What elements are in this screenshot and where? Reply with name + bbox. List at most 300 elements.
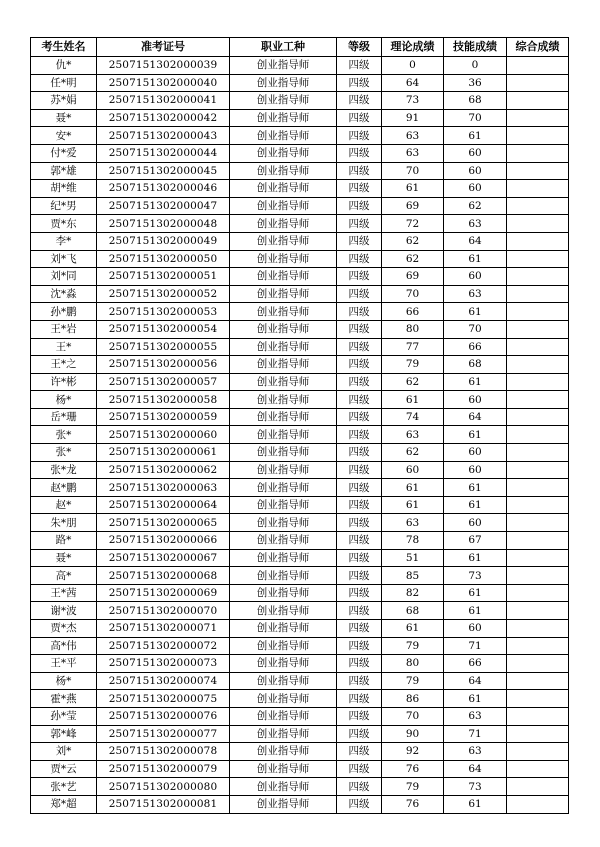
cell-level: 四级 [337,584,382,602]
cell-candidate-name: 胡*维 [31,180,97,198]
cell-occupation: 创业指导师 [230,461,337,479]
cell-level: 四级 [337,57,382,75]
cell-level: 四级 [337,620,382,638]
cell-occupation: 创业指导师 [230,444,337,462]
table-row [31,92,569,110]
cell-candidate-name: 沈*淼 [31,285,97,303]
table-row [31,532,569,550]
cell-overall-score [507,496,569,514]
table-row [31,215,569,233]
cell-level: 四级 [337,496,382,514]
cell-overall-score [507,602,569,620]
cell-skill-score: 61 [444,127,507,145]
table-row [31,514,569,532]
cell-theory-score: 76 [382,760,444,778]
cell-occupation: 创业指导师 [230,760,337,778]
cell-theory-score: 66 [382,303,444,321]
cell-theory-score: 72 [382,215,444,233]
cell-theory-score: 60 [382,461,444,479]
cell-occupation: 创业指导师 [230,426,337,444]
cell-skill-score: 60 [444,461,507,479]
cell-admission-number: 2507151302000044 [97,144,230,162]
cell-skill-score: 61 [444,496,507,514]
cell-theory-score: 73 [382,92,444,110]
cell-overall-score [507,549,569,567]
cell-level: 四级 [337,408,382,426]
cell-candidate-name: 郭*峰 [31,725,97,743]
cell-level: 四级 [337,268,382,286]
cell-theory-score: 63 [382,514,444,532]
cell-overall-score [507,707,569,725]
cell-level: 四级 [337,127,382,145]
header-occupation: 职业工种 [230,38,337,57]
cell-occupation: 创业指导师 [230,127,337,145]
cell-theory-score: 70 [382,707,444,725]
cell-theory-score: 76 [382,795,444,813]
cell-theory-score: 64 [382,74,444,92]
cell-level: 四级 [337,707,382,725]
cell-theory-score: 69 [382,268,444,286]
cell-occupation: 创业指导师 [230,268,337,286]
cell-theory-score: 79 [382,356,444,374]
cell-level: 四级 [337,479,382,497]
cell-overall-score [507,57,569,75]
cell-admission-number: 2507151302000067 [97,549,230,567]
cell-theory-score: 85 [382,567,444,585]
cell-skill-score: 60 [444,162,507,180]
cell-overall-score [507,620,569,638]
cell-admission-number: 2507151302000078 [97,743,230,761]
cell-candidate-name: 张*龙 [31,461,97,479]
table-row [31,250,569,268]
table-row [31,743,569,761]
cell-skill-score: 0 [444,57,507,75]
cell-overall-score [507,74,569,92]
cell-skill-score: 60 [444,144,507,162]
cell-admission-number: 2507151302000059 [97,408,230,426]
cell-candidate-name: 李* [31,232,97,250]
cell-admission-number: 2507151302000061 [97,444,230,462]
table-row [31,197,569,215]
cell-candidate-name: 刘* [31,743,97,761]
cell-candidate-name: 纪*男 [31,197,97,215]
cell-skill-score: 60 [444,391,507,409]
cell-admission-number: 2507151302000048 [97,215,230,233]
table-row [31,444,569,462]
cell-skill-score: 64 [444,232,507,250]
cell-occupation: 创业指导师 [230,232,337,250]
cell-occupation: 创业指导师 [230,655,337,673]
cell-overall-score [507,760,569,778]
cell-candidate-name: 杨* [31,391,97,409]
cell-candidate-name: 张* [31,426,97,444]
cell-skill-score: 61 [444,549,507,567]
table-row [31,338,569,356]
cell-occupation: 创业指导师 [230,637,337,655]
cell-admission-number: 2507151302000063 [97,479,230,497]
cell-admission-number: 2507151302000071 [97,620,230,638]
cell-admission-number: 2507151302000064 [97,496,230,514]
cell-overall-score [507,373,569,391]
table-row [31,232,569,250]
cell-level: 四级 [337,144,382,162]
cell-admission-number: 2507151302000047 [97,197,230,215]
cell-admission-number: 2507151302000074 [97,672,230,690]
cell-occupation: 创业指导师 [230,285,337,303]
table-row [31,655,569,673]
cell-admission-number: 2507151302000070 [97,602,230,620]
cell-overall-score [507,92,569,110]
cell-skill-score: 61 [444,584,507,602]
cell-theory-score: 61 [382,391,444,409]
table-row [31,795,569,813]
cell-skill-score: 73 [444,567,507,585]
cell-theory-score: 78 [382,532,444,550]
cell-occupation: 创业指导师 [230,408,337,426]
cell-level: 四级 [337,109,382,127]
cell-occupation: 创业指导师 [230,303,337,321]
cell-overall-score [507,567,569,585]
table-row [31,549,569,567]
cell-level: 四级 [337,514,382,532]
cell-occupation: 创业指导师 [230,57,337,75]
cell-theory-score: 61 [382,180,444,198]
cell-level: 四级 [337,637,382,655]
cell-overall-score [507,655,569,673]
cell-level: 四级 [337,232,382,250]
cell-candidate-name: 付*爱 [31,144,97,162]
cell-skill-score: 60 [444,514,507,532]
cell-overall-score [507,584,569,602]
cell-theory-score: 70 [382,285,444,303]
cell-level: 四级 [337,391,382,409]
cell-level: 四级 [337,250,382,268]
table-row [31,285,569,303]
cell-admission-number: 2507151302000056 [97,356,230,374]
cell-admission-number: 2507151302000058 [97,391,230,409]
cell-admission-number: 2507151302000049 [97,232,230,250]
cell-level: 四级 [337,461,382,479]
table-row [31,127,569,145]
table-row [31,408,569,426]
cell-overall-score [507,637,569,655]
cell-candidate-name: 刘*同 [31,268,97,286]
cell-overall-score [507,162,569,180]
cell-skill-score: 60 [444,180,507,198]
cell-occupation: 创业指导师 [230,74,337,92]
cell-overall-score [507,180,569,198]
cell-level: 四级 [337,655,382,673]
cell-level: 四级 [337,74,382,92]
table-row [31,479,569,497]
cell-level: 四级 [337,426,382,444]
cell-candidate-name: 孙*鹏 [31,303,97,321]
cell-admission-number: 2507151302000042 [97,109,230,127]
cell-theory-score: 91 [382,109,444,127]
cell-skill-score: 66 [444,338,507,356]
cell-occupation: 创业指导师 [230,567,337,585]
cell-theory-score: 61 [382,620,444,638]
cell-skill-score: 64 [444,408,507,426]
cell-admission-number: 2507151302000050 [97,250,230,268]
cell-occupation: 创业指导师 [230,320,337,338]
cell-occupation: 创业指导师 [230,778,337,796]
cell-skill-score: 61 [444,479,507,497]
header-level: 等级 [337,38,382,57]
cell-theory-score: 61 [382,496,444,514]
cell-overall-score [507,778,569,796]
table-row [31,162,569,180]
cell-skill-score: 36 [444,74,507,92]
cell-occupation: 创业指导师 [230,215,337,233]
cell-admission-number: 2507151302000057 [97,373,230,391]
cell-theory-score: 74 [382,408,444,426]
cell-admission-number: 2507151302000081 [97,795,230,813]
cell-level: 四级 [337,795,382,813]
cell-admission-number: 2507151302000060 [97,426,230,444]
cell-candidate-name: 聂* [31,549,97,567]
cell-theory-score: 79 [382,778,444,796]
cell-level: 四级 [337,444,382,462]
table-row [31,496,569,514]
table-row [31,268,569,286]
cell-candidate-name: 仇* [31,57,97,75]
cell-skill-score: 62 [444,197,507,215]
table-row [31,303,569,321]
cell-theory-score: 62 [382,250,444,268]
cell-admission-number: 2507151302000045 [97,162,230,180]
cell-overall-score [507,232,569,250]
cell-occupation: 创业指导师 [230,743,337,761]
cell-theory-score: 63 [382,144,444,162]
table-row [31,778,569,796]
cell-level: 四级 [337,672,382,690]
cell-admission-number: 2507151302000052 [97,285,230,303]
cell-candidate-name: 孙*莹 [31,707,97,725]
cell-overall-score [507,795,569,813]
cell-occupation: 创业指导师 [230,690,337,708]
cell-skill-score: 63 [444,215,507,233]
cell-level: 四级 [337,285,382,303]
cell-level: 四级 [337,162,382,180]
cell-occupation: 创业指导师 [230,725,337,743]
table-row [31,637,569,655]
cell-candidate-name: 赵* [31,496,97,514]
cell-skill-score: 60 [444,620,507,638]
cell-occupation: 创业指导师 [230,602,337,620]
cell-skill-score: 68 [444,356,507,374]
cell-candidate-name: 许*彬 [31,373,97,391]
cell-level: 四级 [337,778,382,796]
cell-admission-number: 2507151302000039 [97,57,230,75]
table-row [31,461,569,479]
cell-skill-score: 60 [444,268,507,286]
cell-candidate-name: 王*之 [31,356,97,374]
cell-level: 四级 [337,743,382,761]
cell-theory-score: 63 [382,426,444,444]
cell-candidate-name: 杨* [31,672,97,690]
table-row [31,320,569,338]
cell-skill-score: 61 [444,303,507,321]
cell-theory-score: 62 [382,232,444,250]
cell-candidate-name: 高* [31,567,97,585]
cell-candidate-name: 任*明 [31,74,97,92]
header-candidate-name: 考生姓名 [31,38,97,57]
cell-theory-score: 82 [382,584,444,602]
cell-skill-score: 61 [444,690,507,708]
cell-level: 四级 [337,180,382,198]
cell-candidate-name: 高*伟 [31,637,97,655]
table-row [31,57,569,75]
table-row [31,672,569,690]
cell-overall-score [507,303,569,321]
cell-theory-score: 80 [382,655,444,673]
cell-admission-number: 2507151302000046 [97,180,230,198]
cell-level: 四级 [337,197,382,215]
cell-skill-score: 71 [444,637,507,655]
cell-candidate-name: 郭*雄 [31,162,97,180]
cell-overall-score [507,672,569,690]
cell-theory-score: 79 [382,672,444,690]
cell-level: 四级 [337,725,382,743]
cell-occupation: 创业指导师 [230,250,337,268]
table-row [31,356,569,374]
cell-candidate-name: 王*茜 [31,584,97,602]
cell-occupation: 创业指导师 [230,514,337,532]
cell-skill-score: 61 [444,602,507,620]
cell-skill-score: 64 [444,672,507,690]
cell-candidate-name: 王*岩 [31,320,97,338]
cell-skill-score: 60 [444,444,507,462]
cell-skill-score: 63 [444,743,507,761]
table-row [31,760,569,778]
cell-occupation: 创业指导师 [230,620,337,638]
cell-admission-number: 2507151302000077 [97,725,230,743]
cell-theory-score: 62 [382,373,444,391]
cell-candidate-name: 赵*鹏 [31,479,97,497]
cell-candidate-name: 谢*波 [31,602,97,620]
cell-theory-score: 70 [382,162,444,180]
table-row [31,690,569,708]
cell-theory-score: 61 [382,479,444,497]
cell-admission-number: 2507151302000079 [97,760,230,778]
cell-candidate-name: 贾*杰 [31,620,97,638]
table-row [31,707,569,725]
cell-overall-score [507,444,569,462]
cell-admission-number: 2507151302000055 [97,338,230,356]
cell-occupation: 创业指导师 [230,197,337,215]
cell-occupation: 创业指导师 [230,795,337,813]
cell-occupation: 创业指导师 [230,532,337,550]
cell-candidate-name: 苏*娟 [31,92,97,110]
cell-level: 四级 [337,373,382,391]
cell-candidate-name: 王*平 [31,655,97,673]
cell-overall-score [507,109,569,127]
cell-theory-score: 80 [382,320,444,338]
cell-candidate-name: 朱*朋 [31,514,97,532]
cell-overall-score [507,408,569,426]
cell-skill-score: 61 [444,426,507,444]
cell-level: 四级 [337,92,382,110]
cell-candidate-name: 路* [31,532,97,550]
cell-skill-score: 61 [444,795,507,813]
cell-overall-score [507,144,569,162]
cell-admission-number: 2507151302000066 [97,532,230,550]
cell-admission-number: 2507151302000068 [97,567,230,585]
header-skill-score: 技能成绩 [444,38,507,57]
cell-overall-score [507,268,569,286]
cell-theory-score: 63 [382,127,444,145]
cell-admission-number: 2507151302000040 [97,74,230,92]
cell-level: 四级 [337,338,382,356]
cell-skill-score: 70 [444,320,507,338]
cell-skill-score: 63 [444,707,507,725]
cell-candidate-name: 安* [31,127,97,145]
cell-skill-score: 71 [444,725,507,743]
cell-overall-score [507,479,569,497]
header-row [31,38,569,57]
cell-level: 四级 [337,690,382,708]
cell-overall-score [507,461,569,479]
cell-overall-score [507,338,569,356]
cell-overall-score [507,532,569,550]
cell-occupation: 创业指导师 [230,109,337,127]
cell-skill-score: 70 [444,109,507,127]
header-overall-score: 综合成绩 [507,38,569,57]
table-row [31,109,569,127]
table-row [31,144,569,162]
cell-skill-score: 73 [444,778,507,796]
cell-overall-score [507,285,569,303]
cell-admission-number: 2507151302000043 [97,127,230,145]
table-row [31,373,569,391]
cell-skill-score: 61 [444,373,507,391]
table-row [31,725,569,743]
cell-occupation: 创业指导师 [230,92,337,110]
cell-level: 四级 [337,356,382,374]
cell-overall-score [507,690,569,708]
cell-candidate-name: 王* [31,338,97,356]
cell-overall-score [507,743,569,761]
cell-level: 四级 [337,303,382,321]
cell-level: 四级 [337,567,382,585]
cell-theory-score: 86 [382,690,444,708]
cell-admission-number: 2507151302000069 [97,584,230,602]
header-theory-score: 理论成绩 [382,38,444,57]
table-row [31,567,569,585]
table-row [31,426,569,444]
cell-occupation: 创业指导师 [230,356,337,374]
cell-skill-score: 63 [444,285,507,303]
cell-skill-score: 66 [444,655,507,673]
cell-admission-number: 2507151302000054 [97,320,230,338]
score-table [30,37,569,814]
cell-candidate-name: 霍*燕 [31,690,97,708]
table-row [31,391,569,409]
cell-admission-number: 2507151302000053 [97,303,230,321]
cell-occupation: 创业指导师 [230,496,337,514]
cell-overall-score [507,356,569,374]
cell-admission-number: 2507151302000041 [97,92,230,110]
cell-skill-score: 68 [444,92,507,110]
cell-occupation: 创业指导师 [230,584,337,602]
cell-admission-number: 2507151302000073 [97,655,230,673]
header-admission-number: 准考证号 [97,38,230,57]
cell-overall-score [507,250,569,268]
cell-theory-score: 68 [382,602,444,620]
cell-level: 四级 [337,760,382,778]
cell-candidate-name: 张*艺 [31,778,97,796]
